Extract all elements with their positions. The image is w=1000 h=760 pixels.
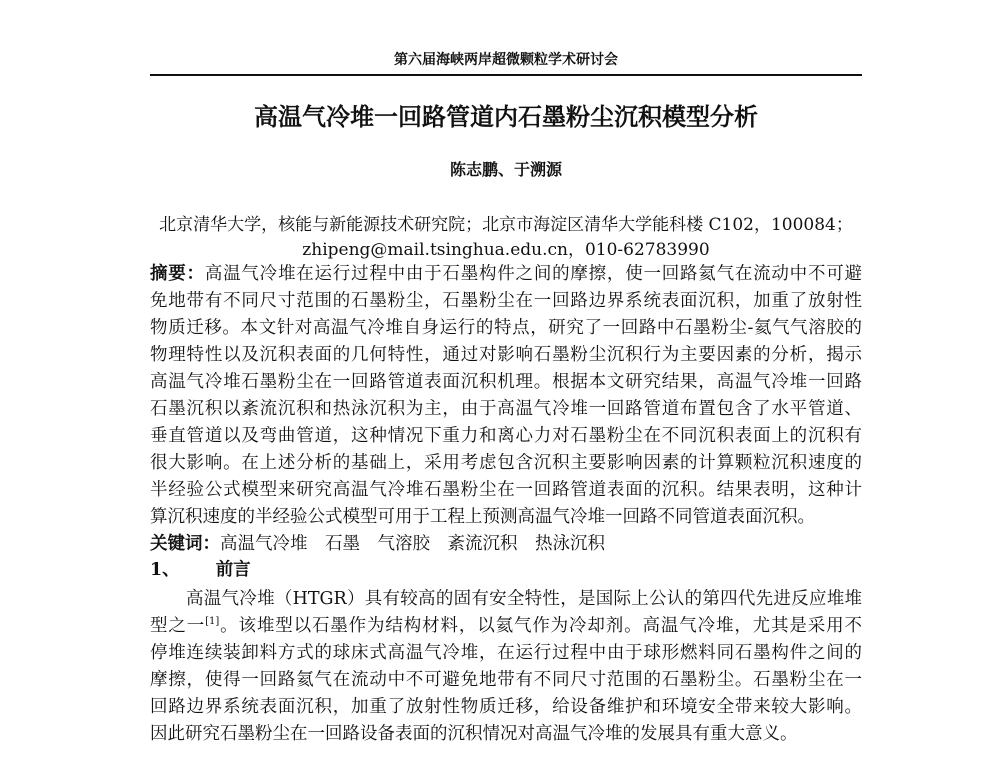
body-line: 回路边界系统表面沉积，加重了放射性物质迁移，给设备维护和环境安全带来较大影响。	[150, 697, 862, 717]
abstract-line: 物质迁移。本文针对高温气冷堆自身运行的特点，研究了一回路中石墨粉尘-氦气气溶胶的	[150, 318, 862, 338]
abstract-line: 垂直管道以及弯曲管道，这种情况下重力和离心力对石墨粉尘在不同沉积表面上的沉积有	[150, 426, 862, 446]
abstract-label: 摘要：	[150, 264, 205, 284]
contact: zhipeng@mail.tsinghua.edu.cn，010-62783990	[302, 240, 710, 260]
section-heading	[150, 557, 862, 584]
keyword: 热泳沉积	[535, 534, 605, 554]
body-text: 。该堆型以石墨作为结构材料，以氦气作为冷却剂。高温气冷堆，尤其是采用不	[219, 616, 862, 636]
body-text: 型之一	[150, 616, 206, 636]
authors: 陈志鹏、于溯源	[449, 160, 562, 179]
body-line: 因此研究石墨粉尘在一回路设备表面的沉积情况对高温气冷堆的发展具有重大意义。	[150, 724, 798, 744]
body-line: 高温气冷堆（HTGR）具有较高的固有安全特性，是国际上公认的第四代先进反应堆堆	[186, 589, 862, 609]
abstract-line: 半经验公式模型来研究高温气冷堆石墨粉尘在一回路管道表面的沉积。结果表明，这种计	[150, 480, 862, 500]
keyword: 高温气冷堆	[220, 534, 308, 554]
abstract-text: 高温气冷堆在运行过程中由于石墨构件之间的摩擦，使一回路氦气在流动中不可避	[204, 264, 863, 284]
section-number: 1、	[150, 560, 180, 580]
section-title: 前言	[215, 560, 251, 580]
citation: [1]	[205, 616, 220, 628]
keywords-label: 关键词：	[150, 534, 220, 554]
body-line: 摩擦，使得一回路氦气在流动中不可避免地带有不同尺寸范围的石墨粉尘。石墨粉尘在一	[150, 670, 862, 690]
keyword: 气溶胶	[377, 534, 430, 554]
paper-title: 高温气冷堆一回路管道内石墨粉尘沉积模型分析	[254, 102, 758, 131]
abstract-line: 算沉积速度的半经验公式模型可用于工程上预测高温气冷堆一回路不同管道表面沉积。	[150, 507, 815, 527]
running-header: 第六届海峡两岸超微颗粒学术研讨会	[394, 52, 618, 68]
abstract-line: 免地带有不同尺寸范围的石墨粉尘，石墨粉尘在一回路边界系统表面沉积，加重了放射性	[150, 291, 862, 311]
body-line: 停堆连续装卸料方式的球床式高温气冷堆，在运行过程中由于球形燃料同石墨构件之间的	[150, 643, 862, 663]
abstract-line: 物理特性以及沉积表面的几何特性，通过对影响石墨粉尘沉积行为主要因素的分析，揭示	[150, 345, 862, 365]
header-rule	[150, 74, 862, 76]
abstract-line	[150, 261, 862, 288]
keyword: 紊流沉积	[447, 534, 518, 554]
body-line	[150, 613, 862, 640]
keyword: 石墨	[325, 534, 360, 554]
abstract-line: 石墨沉积以紊流沉积和热泳沉积为主，由于高温气冷堆一回路管道布置包含了水平管道、	[150, 399, 862, 419]
abstract-line: 很大影响。在上述分析的基础上，采用考虑包含沉积主要影响因素的计算颗粒沉积速度的	[150, 453, 862, 473]
affiliation: 北京清华大学，核能与新能源技术研究院；北京市海淀区清华大学能科楼 C102，100084；	[159, 215, 853, 235]
keywords	[150, 531, 862, 558]
abstract-line: 高温气冷堆石墨粉尘在一回路管道表面沉积机理。根据本文研究结果，高温气冷堆一回路	[150, 372, 862, 392]
